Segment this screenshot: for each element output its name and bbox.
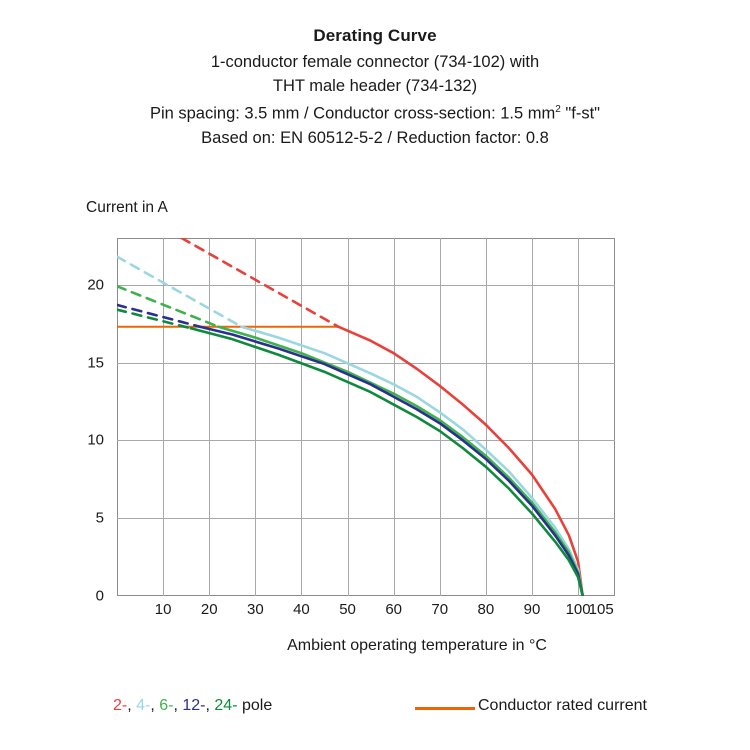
chart-legend <box>0 697 750 727</box>
legend-separator: , <box>205 697 215 714</box>
legend-separator: , <box>150 697 160 714</box>
legend-rated-label: Conductor rated current <box>478 697 647 714</box>
curves-layer <box>117 238 615 596</box>
y-axis-tick-label: 5 <box>95 509 104 527</box>
x-axis-tick-label: 40 <box>293 601 310 618</box>
chart-title-block <box>0 26 750 150</box>
legend-poles-suffix: pole <box>237 697 273 714</box>
y-axis-tick-label: 10 <box>87 431 104 449</box>
legend-pole-2: 2- <box>113 697 128 714</box>
x-axis-tick-label: 10 <box>154 601 172 618</box>
chart-subtitle-4: Based on: EN 60512-5-2 / Reduction factor: 0.8 <box>201 128 549 147</box>
y-axis-tick-label: 0 <box>95 587 104 605</box>
y-axis-tick-label: 20 <box>87 276 104 294</box>
series-line-2-pole <box>338 327 582 596</box>
chart-subtitle-2: THT male header (734-132) <box>272 77 478 95</box>
x-axis-tick-label: 90 <box>523 601 541 618</box>
x-axis-tick-label: 100 <box>565 601 591 618</box>
chart-subtitle-3-superscript: 2 <box>555 104 561 115</box>
series-dashed-12-pole <box>117 305 200 327</box>
series-dashed-2-pole <box>182 238 339 327</box>
series-line-24-pole <box>191 328 583 596</box>
x-axis-tick-label: 30 <box>246 601 264 618</box>
legend-separator: , <box>173 697 183 714</box>
chart-subtitle-3-text: Pin spacing: 3.5 mm / Conductor cross-section: 1.5 mm <box>149 104 556 123</box>
legend-poles <box>113 697 272 715</box>
legend-pole-12: 12- <box>182 697 206 714</box>
chart-subtitle-1: 1-conductor female connector (734-102) with <box>210 53 540 71</box>
legend-separator: , <box>127 697 137 714</box>
legend-pole-4: 4- <box>136 697 151 714</box>
x-axis-tick-label: 70 <box>431 601 449 618</box>
y-axis-tick-label: 15 <box>87 354 104 372</box>
series-line-12-pole <box>200 327 583 596</box>
y-axis-title: Current in A <box>86 199 168 216</box>
x-axis-tick-label: 80 <box>477 601 495 618</box>
legend-pole-6: 6- <box>159 697 174 714</box>
x-axis-tick-label: 105 <box>588 601 614 618</box>
legend-pole-24: 24- <box>214 697 238 714</box>
legend-rated-swatch <box>415 707 475 710</box>
chart-title: Derating Curve <box>313 26 437 45</box>
chart-subtitle-3 <box>0 98 750 126</box>
chart-subtitle-3-suffix: "f-st" <box>560 104 601 123</box>
x-axis-tick-label: 60 <box>385 601 402 618</box>
series-line-6-pole <box>218 327 582 596</box>
x-axis-tick-label: 50 <box>339 601 356 618</box>
x-axis-tick-label: 20 <box>200 601 218 618</box>
plot-area <box>87 238 615 618</box>
series-dashed-4-pole <box>117 257 242 327</box>
x-axis-title: Ambient operating temperature in °C <box>287 637 547 654</box>
